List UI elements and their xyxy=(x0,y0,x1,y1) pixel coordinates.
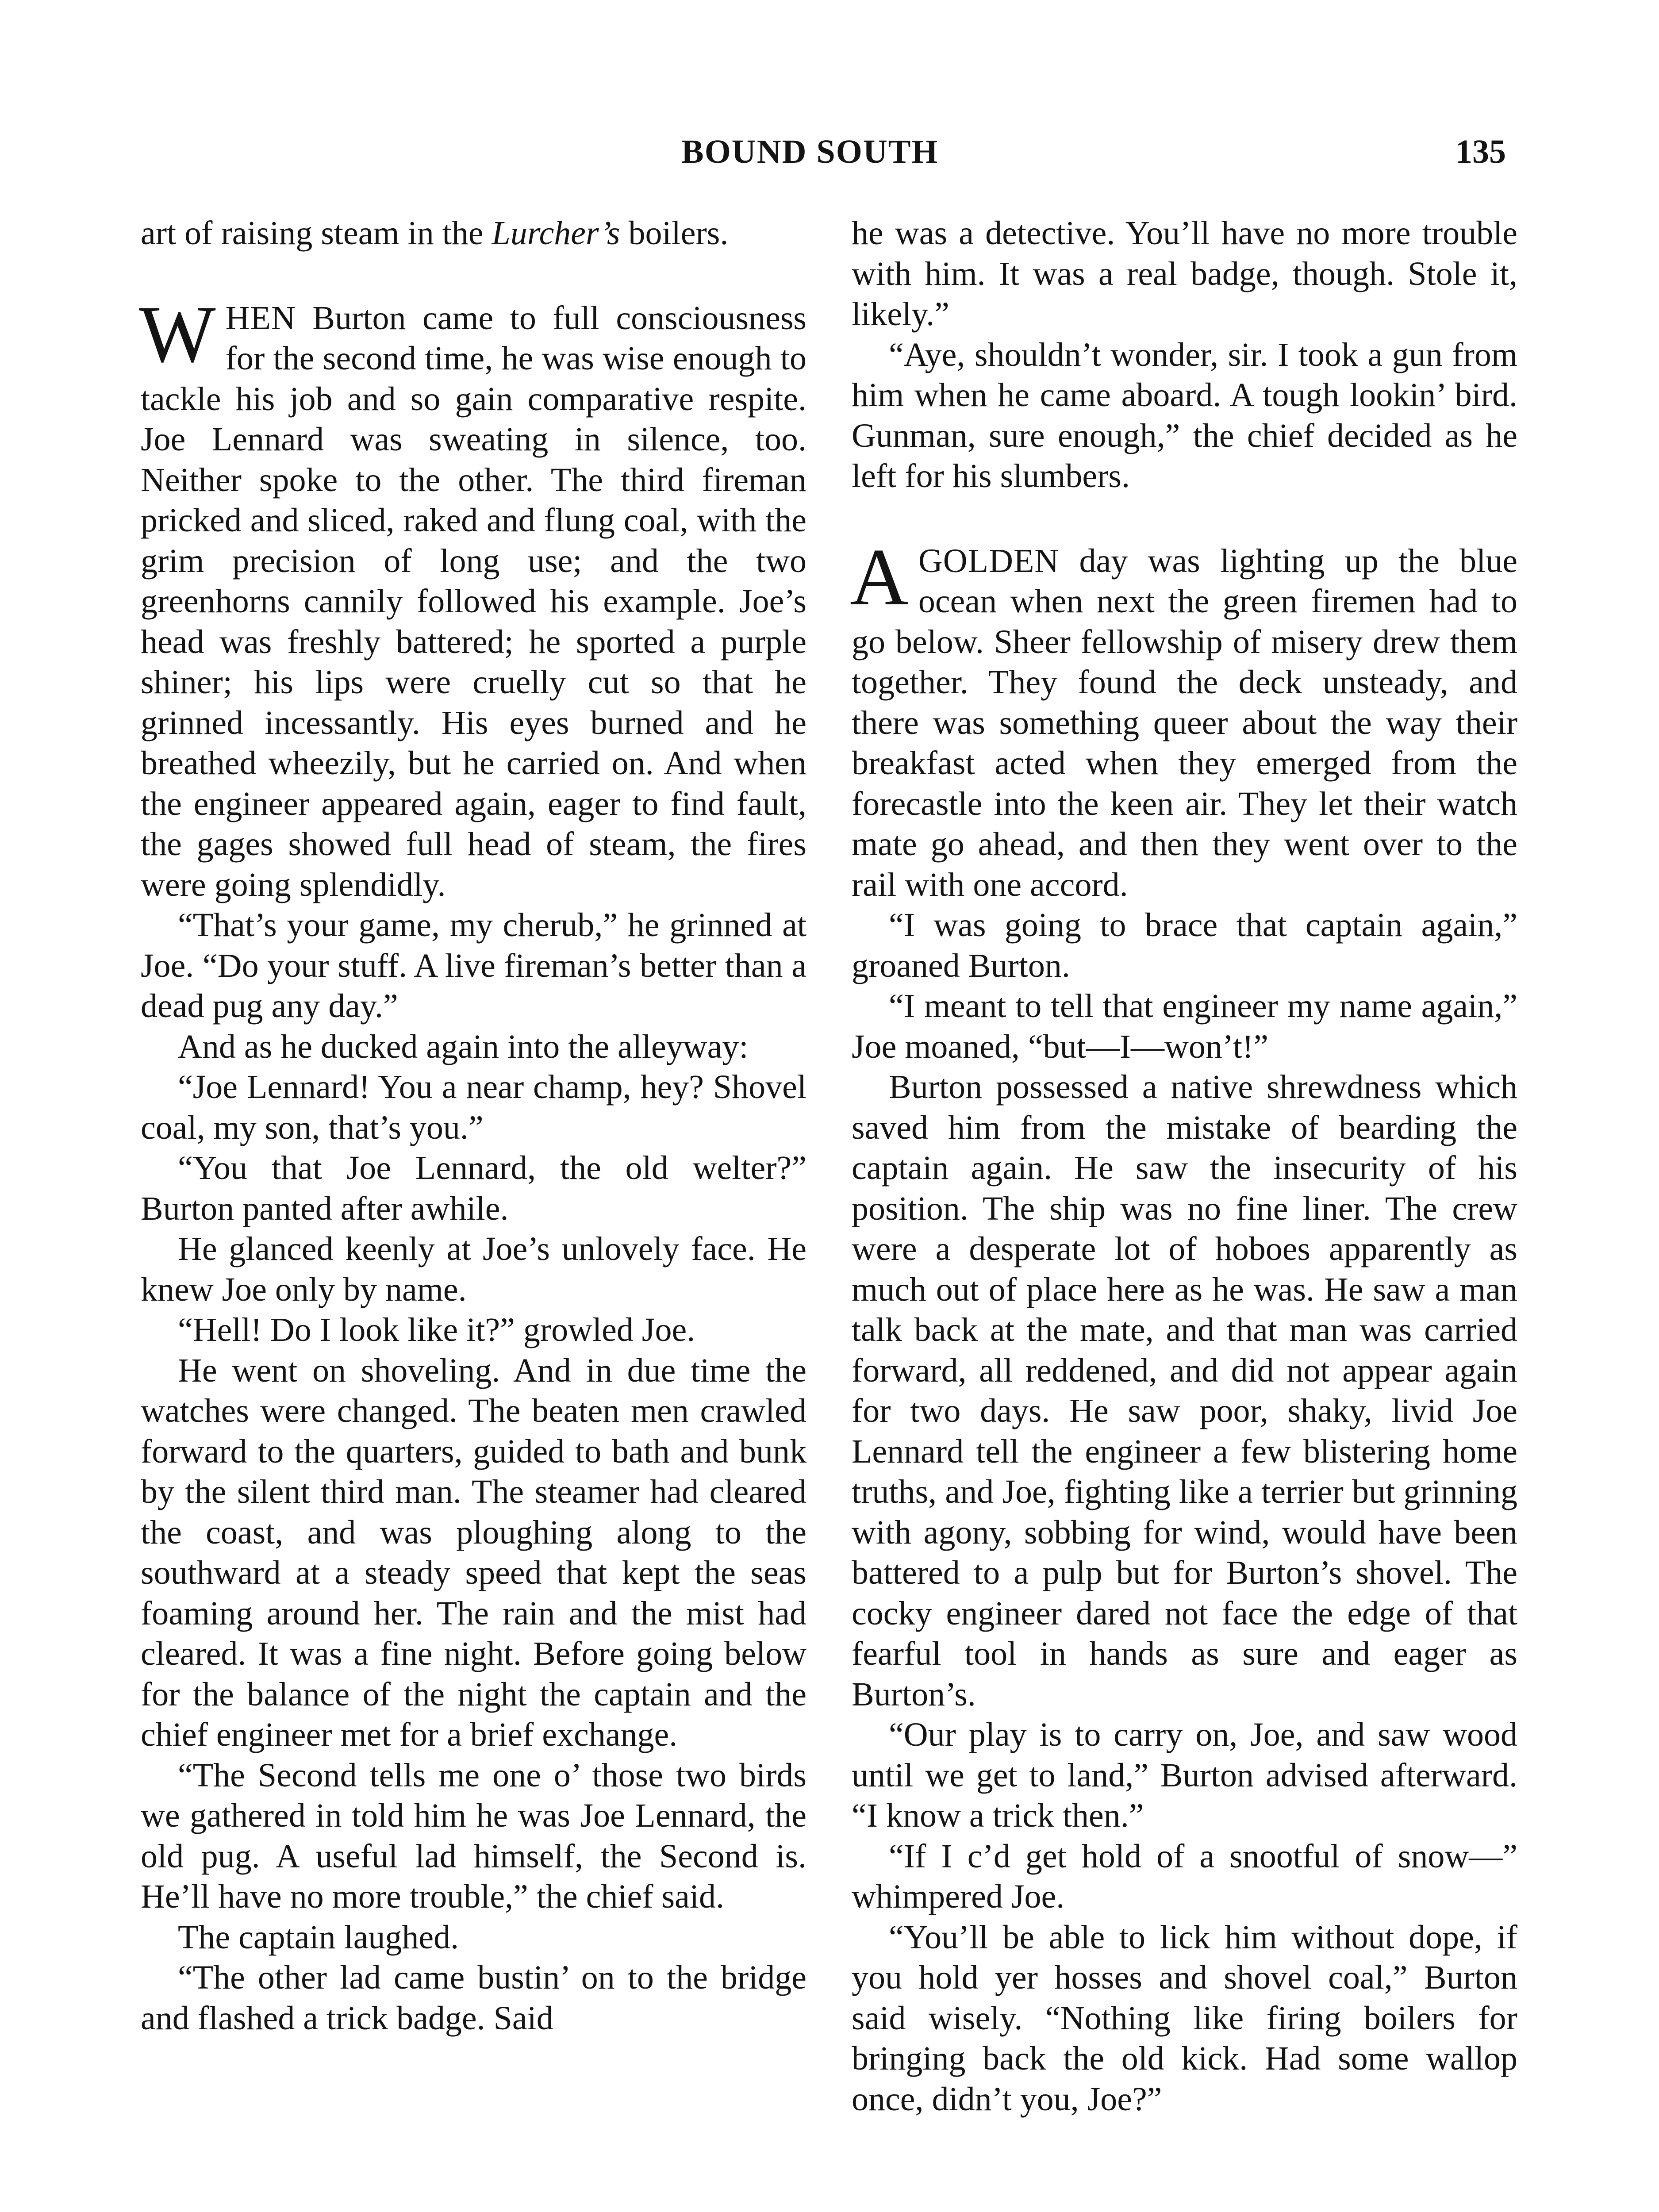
text-run: Burton came to full consciousness for the second time, he was wise enough to tackle his job and so gain comparative respite. Joe Lennard was sweating in silence, too. Neither spoke to the other. The third fireman pricked and sliced, raked and flung coal, with the grim precision of long use; and the two greenhorns cannily followed his example. Joe’s head was freshly battered; he sported a purple shiner; his lips were cruelly cut so that he grinned incessantly. His eyes burned and he breathed wheezily, but he carried on. And when the engineer appeared again, eager to find fault, the gages showed full head of steam, the fires were going splendidly. xyxy=(141,299,806,903)
paragraph: “If I c’d get hold of a snootful of snow—” whimpered Joe. xyxy=(852,1837,1517,1915)
drop-cap: A xyxy=(850,531,909,622)
left-column xyxy=(141,213,806,2039)
paragraph: And as he ducked again into the alleyway: xyxy=(178,1028,749,1065)
paragraph: “The Second tells me one o’ those two birds we gathered in told him he was Joe Lennard, the old pug. A useful lad himself, the Second is. He’ll have no more trouble,” the chief said. xyxy=(141,1756,806,1915)
paragraph: He glanced keenly at Joe’s unlovely face. He knew Joe only by name. xyxy=(141,1230,806,1308)
page-header xyxy=(0,133,1659,181)
paragraph: “You that Joe Lennard, the old welter?” Burton panted after awhile. xyxy=(141,1149,806,1227)
ship-name-italic: Lurcher’s xyxy=(492,215,620,252)
paragraph: The captain laughed. xyxy=(178,1918,459,1956)
page-number: 135 xyxy=(1455,133,1506,170)
drop-cap: W xyxy=(139,288,216,379)
right-column xyxy=(852,213,1517,2120)
paragraph: “Hell! Do I look like it?” growled Joe. xyxy=(178,1311,695,1348)
paragraph: He went on shoveling. And in due time the watches were changed. The beaten men crawled forward to the quarters, guided to bath and bunk by the silent third man. The steamer had cleared the coast, and was ploughing along to the southward at a steady speed that kept the seas foaming around her. The rain and the mist had cleared. It was a fine night. Before going below for the balance of the night the captain and the chief engineer met for a brief exchange. xyxy=(141,1352,806,1753)
paragraph: “Joe Lennard! You a near champ, hey? Shovel coal, my son, that’s you.” xyxy=(141,1068,806,1146)
lead-in-smallcaps: GOLDEN xyxy=(918,542,1060,580)
paragraph: he was a detective. You’ll have no more trouble with him. It was a real badge, though. Stole it, likely.” xyxy=(852,215,1517,333)
section-opening-paragraph xyxy=(139,288,806,906)
paragraph: “I was going to brace that captain again,” groaned Burton. xyxy=(852,906,1517,984)
paragraph xyxy=(141,213,806,254)
text-run: boilers. xyxy=(620,215,729,252)
paragraph: “The other lad came bustin’ on to the bridge and flashed a trick badge. Said xyxy=(141,1959,806,2037)
paragraph: “I meant to tell that engineer my name again,” Joe moaned, “but—I—won’t!” xyxy=(852,987,1517,1065)
paragraph: “That’s your game, my cherub,” he grinned at Joe. “Do your stuff. A live fireman’s better than a dead pug any day.” xyxy=(141,906,806,1025)
paragraph: “Our play is to carry on, Joe, and saw wood until we get to land,” Burton advised afterward. “I know a trick then.” xyxy=(852,1716,1517,1834)
lead-in-smallcaps: HEN xyxy=(225,299,296,337)
running-title: BOUND SOUTH xyxy=(681,133,939,170)
text-run: day was lighting up the blue ocean when next the green firemen had to go below. Sheer fellowship of misery drew them together. They found the deck unsteady, and there was something queer about the way their breakfast acted when they emerged from the forecastle into the keen air. They let their watch mate go ahead, and then they went over to the rail with one accord. xyxy=(852,542,1517,903)
text-run: art of raising steam in the xyxy=(141,215,492,252)
section-opening-paragraph xyxy=(850,531,1517,906)
paragraph: Burton possessed a native shrewdness which saved him from the mistake of bearding the captain again. He saw the insecurity of his position. The ship was no fine liner. The crew were a desperate lot of hoboes apparently as much out of place here as he was. He saw a man talk back at the mate, and that man was carried forward, all reddened, and did not appear again for two days. He saw poor, shaky, livid Joe Lennard tell the engineer a few blistering home truths, and Joe, fighting like a terrier but grinning with agony, sobbing for wind, would have been battered to a pulp but for Burton’s shovel. The cocky engineer dared not face the edge of that fearful tool in hands as sure and eager as Burton’s. xyxy=(852,1068,1517,1713)
paragraph: “Aye, shouldn’t wonder, sir. I took a gun from him when he came aboard. A tough lookin’ bird. Gunman, sure enough,” the chief decided as he left for his slumbers. xyxy=(852,336,1517,495)
paragraph: “You’ll be able to lick him without dope, if you hold yer hosses and shovel coal,” Burton said wisely. “Nothing like firing boilers for bringing back the old kick. Had some wallop once, didn’t you, Joe?” xyxy=(852,1918,1517,2118)
